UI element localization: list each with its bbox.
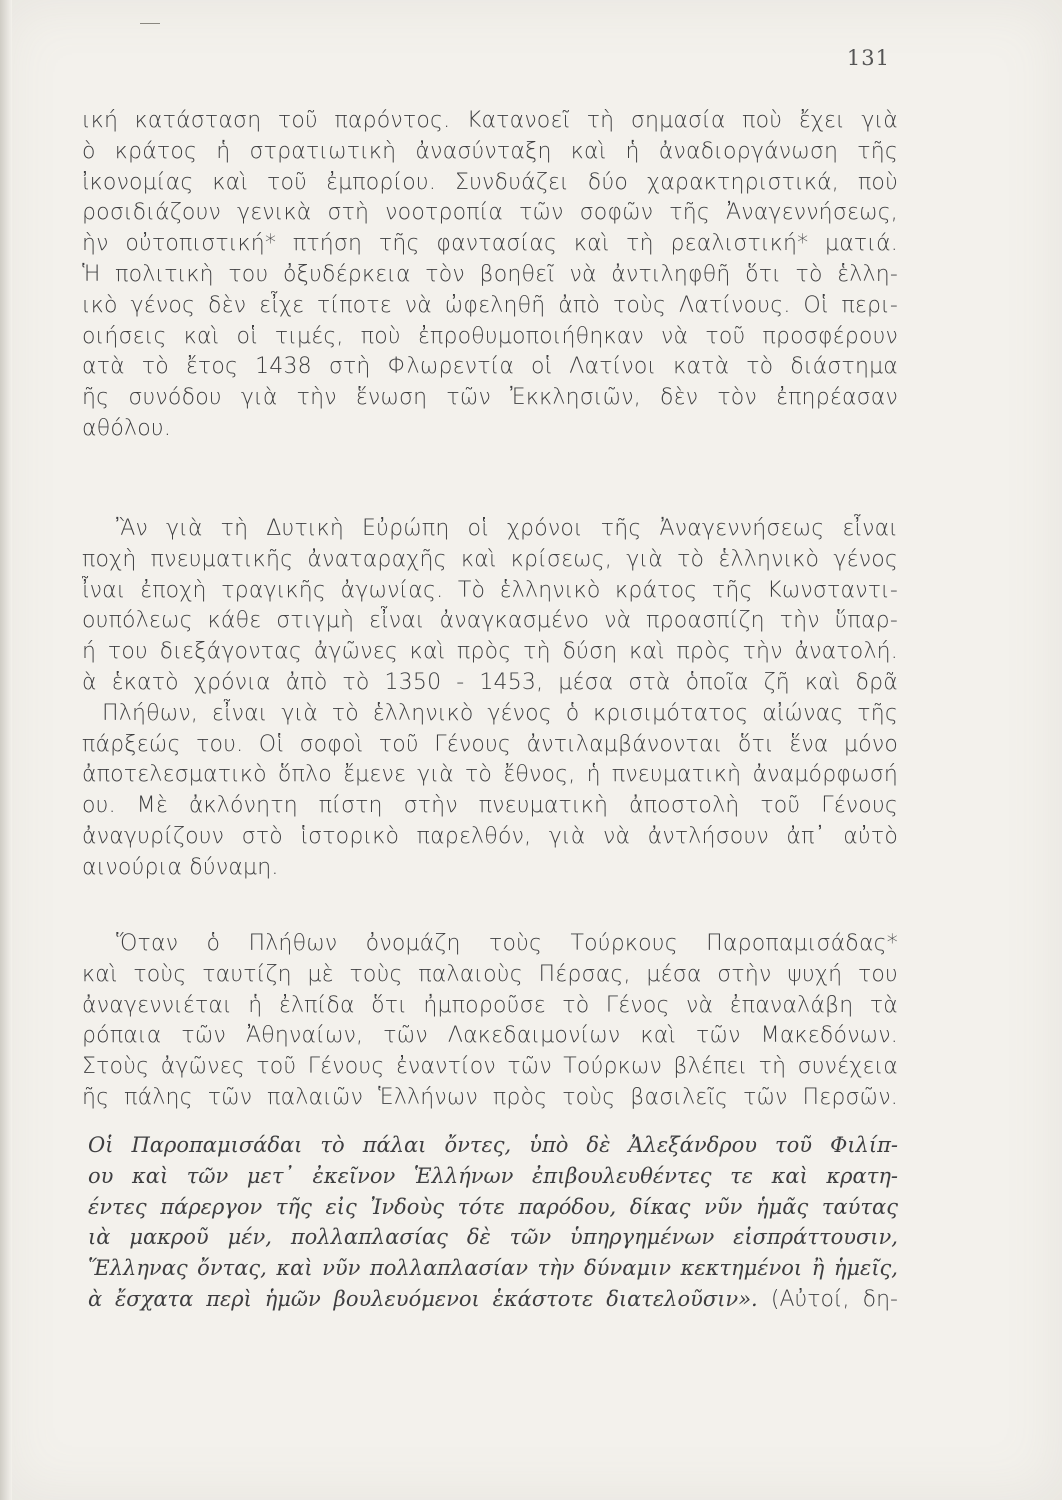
text-line: Ἡ πολιτικὴ του ὀξυδέρκεια τὸν βοηθεῖ νὰ ἀντιληφθῆ ὅτι τὸ ἑλλη-	[82, 261, 898, 287]
page-edge-shadow	[0, 0, 12, 1500]
text-line: ἀποτελεσματικὸ ὅπλο ἔμενε γιὰ τὸ ἔθνος, ἡ πνευματικὴ ἀναμόρφωσή	[82, 762, 898, 788]
text-line: αινούρια δύναμη.	[82, 854, 279, 880]
text-line: ἀναγεννιέται ἡ ἐλπίδα ὅτι ἠμποροῦσε τὸ Γένος νὰ ἐπαναλάβη τὰ	[82, 992, 898, 1018]
page-number: 131	[846, 46, 890, 70]
paragraph-2	[82, 514, 898, 884]
text-line: ου. Μὲ ἀκλόνητη πίστη στὴν πνευματικὴ ἀποστολὴ τοῦ Γένους	[82, 793, 898, 819]
text-line: ὰ ἑκατὸ χρόνια ἀπὸ τὸ 1350 - 1453, μέσα στὰ ὁποῖα ζῆ καὶ δρᾶ	[82, 669, 898, 695]
quote-line: Ἕλληνας ὄντας, καὶ νῦν πολλαπλασίαν τὴν δύναμιν κεκτημένοι ἢ ἡμεῖς,	[88, 1256, 898, 1281]
text-line: ποχὴ πνευματικῆς ἀναταραχῆς καὶ κρίσεως, γιὰ τὸ ἑλληνικὸ γένος	[82, 546, 898, 572]
text-line: ικὸ γένος δὲν εἶχε τίποτε νὰ ὠφεληθῆ ἀπὸ τοὺς Λατίνους. Οἱ περι-	[82, 292, 898, 318]
quote-line-upright: (Αὐτοί, δη-	[757, 1286, 898, 1312]
text-line: ἶναι ἐποχὴ τραγικῆς ἀγωνίας. Τὸ ἑλληνικὸ κράτος τῆς Κωνσταντι-	[82, 577, 898, 603]
text-line: ῆς συνόδου γιὰ τὴν ἕνωση τῶν Ἐκκλησιῶν, δὲν τὸν ἐπηρέασαν	[82, 385, 898, 411]
text-line: ουπόλεως κάθε στιγμὴ εἶναι ἀναγκασμένο νὰ προασπίζη τὴν ὕπαρ-	[82, 608, 898, 634]
quote-line-italic: ὰ ἔσχατα περὶ ἡμῶν βουλευόμενοι ἑκάστοτε διατελοῦσιν».	[88, 1286, 758, 1311]
text-line: καὶ τοὺς ταυτίζη μὲ τοὺς παλαιοὺς Πέρσας, μέσα στὴν ψυχή του	[82, 961, 898, 987]
text-line: ἀναγυρίζουν στὸ ἱστορικὸ παρελθόν, γιὰ νὰ ἀντλήσουν ἀπ᾿ αὐτὸ	[82, 823, 898, 849]
corner-mark	[140, 23, 160, 24]
text-line: οιήσεις καὶ οἱ τιμές, ποὺ ἐπροθυμοποιήθηκαν νὰ τοῦ προσφέρουν	[82, 323, 898, 349]
paragraph-3	[82, 929, 898, 1114]
quote-line: Οἱ Παροπαμισάδαι τὸ πάλαι ὄντες, ὑπὸ δὲ Ἀλεξάνδρου τοῦ Φιλίπ-	[88, 1133, 898, 1157]
text-line: αθόλου.	[82, 415, 172, 441]
quote-line: ου καὶ τῶν μετ᾿ ἐκεῖνον Ἑλλήνων ἐπιβουλευθέντες τε καὶ κρατη-	[88, 1163, 898, 1188]
text-line: ική κατάσταση τοῦ παρόντος. Κατανοεῖ τὴ σημασία ποὺ ἔχει γιὰ	[82, 108, 898, 133]
text-line: Ὅταν ὁ Πλήθων ὀνομάζη τοὺς Τούρκους Παροπαμισάδας*	[116, 931, 898, 956]
text-line: ή του διεξάγοντας ἀγῶνες καὶ πρὸς τὴ δύση καὶ πρὸς τὴν ἀνατολή.	[82, 639, 898, 665]
text-line: Ἂν γιὰ τὴ Δυτικὴ Εὐρώπη οἱ χρόνοι τῆς Ἀναγεννήσεως εἶναι	[116, 516, 898, 541]
text-line: ὴν οὐτοπιστική* πτήση τῆς φαντασίας καὶ τὴ ρεαλιστική* ματιά.	[82, 231, 898, 257]
text-line: ατὰ τὸ ἔτος 1438 στὴ Φλωρεντία οἱ Λατίνοι κατὰ τὸ διάστημα	[82, 354, 898, 380]
text-line: ρόπαια τῶν Ἀθηναίων, τῶν Λακεδαιμονίων καὶ τῶν Μακεδόνων.	[82, 1023, 898, 1049]
quote-line	[88, 1284, 898, 1315]
text-line: Πλήθων, εἶναι γιὰ τὸ ἑλληνικὸ γένος ὁ κρισιμότατος αἰώνας τῆς	[102, 700, 898, 726]
quote-line: ιὰ μακροῦ μέν, πολλαπλασίας δὲ τῶν ὑπηργημένων εἰσπράττουσιν,	[88, 1225, 898, 1250]
paragraph-1	[82, 106, 898, 445]
text-line: πάρξεώς του. Οἱ σοφοὶ τοῦ Γένους ἀντιλαμβάνονται ὅτι ἕνα μόνο	[82, 731, 898, 757]
text-line: ροσιδιάζουν γενικὰ στὴ νοοτροπία τῶν σοφῶν τῆς Ἀναγεννήσεως,	[82, 200, 898, 226]
text-line: ῆς πάλης τῶν παλαιῶν Ἑλλήνων πρὸς τοὺς βασιλεῖς τῶν Περσῶν.	[82, 1084, 898, 1110]
text-line: Στοὺς ἀγῶνες τοῦ Γένους ἐναντίον τῶν Τούρκων βλέπει τὴ συνέχεια	[82, 1054, 898, 1080]
quote-line: έντες πάρεργον τῆς εἰς Ἰνδοὺς τότε παρόδου, δίκας νῦν ἡμᾶς ταύτας	[88, 1194, 898, 1219]
text-line: ὸ κράτος ἡ στρατιωτικὴ ἀνασύνταξη καὶ ἡ ἀναδιοργάνωση τῆς	[82, 138, 898, 164]
text-line: ἰκονομίας καὶ τοῦ ἐμπορίου. Συνδυάζει δύο χαρακτηριστικά, ποὺ	[82, 169, 898, 195]
ancient-greek-quote	[88, 1130, 898, 1315]
